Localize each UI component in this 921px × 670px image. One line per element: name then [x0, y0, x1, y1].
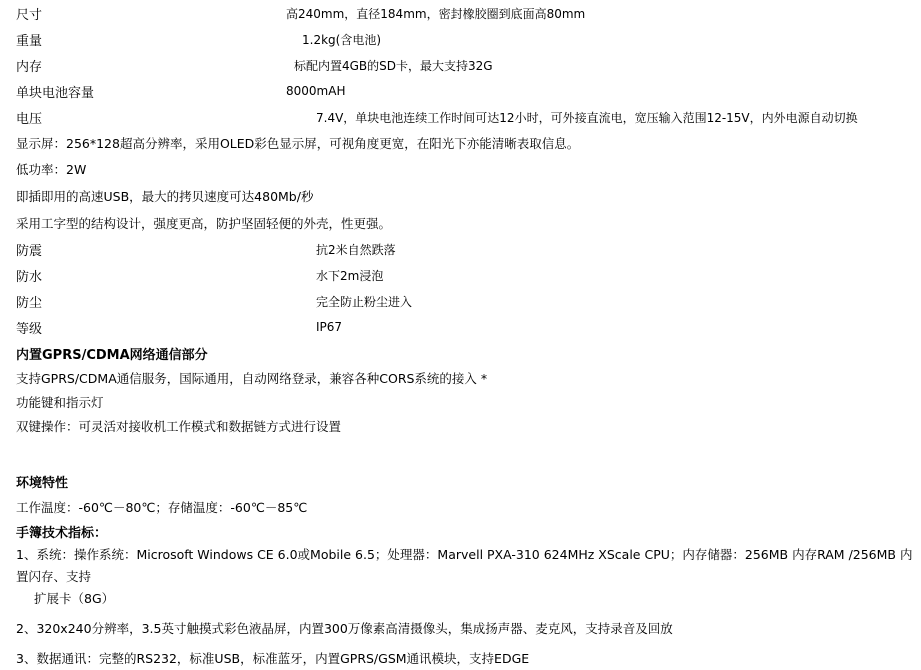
paragraph-usb: 即插即用的高速USB，最大的拷贝速度可达480Mb/秒 — [16, 188, 314, 204]
spec-row — [0, 78, 921, 104]
spec-value: 7.4V，单块电池连续工作时间可达12小时，可外接直流电，宽压输入范围12-15V，内外电源自动切换 — [316, 110, 858, 125]
section-heading-gprs: 内置GPRS/CDMA网络通信部分 — [16, 347, 208, 363]
spec-label: 电压 — [16, 111, 43, 127]
section-heading-environment: 环境特性 — [16, 475, 69, 491]
spec-value: IP67 — [316, 320, 343, 334]
spec-label: 等级 — [16, 321, 43, 337]
section-spacer — [0, 438, 921, 468]
spec-value: 完全防止粉尘进入 — [316, 294, 413, 309]
spec-label: 单块电池容量 — [16, 85, 95, 101]
spec-label: 防水 — [16, 269, 43, 285]
environment-line-1: 工作温度：-60℃－80℃；存储温度：-60℃－85℃ — [16, 499, 308, 515]
gprs-line-1: 支持GPRS/CDMA通信服务，国际通用，自动网络登录，兼容各种CORS系统的接入 * — [16, 371, 488, 386]
spec-label: 防尘 — [16, 295, 43, 311]
spec-row — [0, 26, 921, 52]
paragraph-power: 低功率：2W — [16, 162, 87, 177]
paragraph-structure: 采用工字型的结构设计，强度更高，防护坚固轻便的外壳，性更强。 — [16, 215, 392, 231]
handbook-item-line: 1、系统：操作系统：Microsoft Windows CE 6.0或Mobile 6.5；处理器：Marvell PXA-310 624MHz XScale CPU；内存储器：256MB 内存RAM /256MB 内置闪存、支持 — [16, 547, 913, 584]
spec-row — [0, 262, 921, 288]
spec-value: 8000mAH — [286, 84, 346, 98]
spec-value: 1.2kg(含电池) — [302, 32, 382, 47]
section-heading-handbook: 手簿技术指标： — [16, 526, 108, 541]
spec-row — [0, 0, 921, 26]
handbook-item-line: 2、320x240分辨率，3.5英寸触摸式彩色液晶屏，内置300万像素高清摄像头，集成扬声器、麦克风，支持录音及回放 — [16, 621, 673, 636]
spec-label: 重量 — [16, 33, 43, 49]
spec-label: 内存 — [16, 59, 43, 75]
paragraph-display: 显示屏：256*128超高分辨率，采用OLED彩色显示屏，可视角度更宽，在阳光下亦能清晰表取信息。 — [16, 136, 580, 151]
spec-label: 尺寸 — [16, 7, 43, 23]
handbook-item-line: 3、数据通讯：完整的RS232，标准USB，标准蓝牙，内置GPRS/GSM通讯模块，支持EDGE — [16, 651, 530, 666]
handbook-item — [0, 640, 921, 670]
spec-value: 水下2m浸泡 — [316, 268, 384, 283]
spec-value: 抗2米自然跌落 — [316, 242, 396, 257]
handbook-item — [0, 544, 921, 610]
spec-row — [0, 52, 921, 78]
spec-row — [0, 104, 921, 130]
gprs-line-2: 功能键和指示灯 — [16, 395, 104, 410]
handbook-item-line-cont: 扩展卡（8G） — [34, 591, 115, 606]
spec-row — [0, 236, 921, 262]
spec-row — [0, 314, 921, 340]
spec-row — [0, 288, 921, 314]
spec-label: 防震 — [16, 243, 43, 259]
gprs-line-3: 双键操作：可灵活对接收机工作模式和数据链方式进行设置 — [16, 419, 342, 434]
handbook-item — [0, 610, 921, 640]
spec-value: 高240mm，直径184mm，密封橡胶圈到底面高80mm — [286, 6, 586, 21]
spec-value: 标配内置4GB的SD卡，最大支持32G — [294, 58, 493, 73]
